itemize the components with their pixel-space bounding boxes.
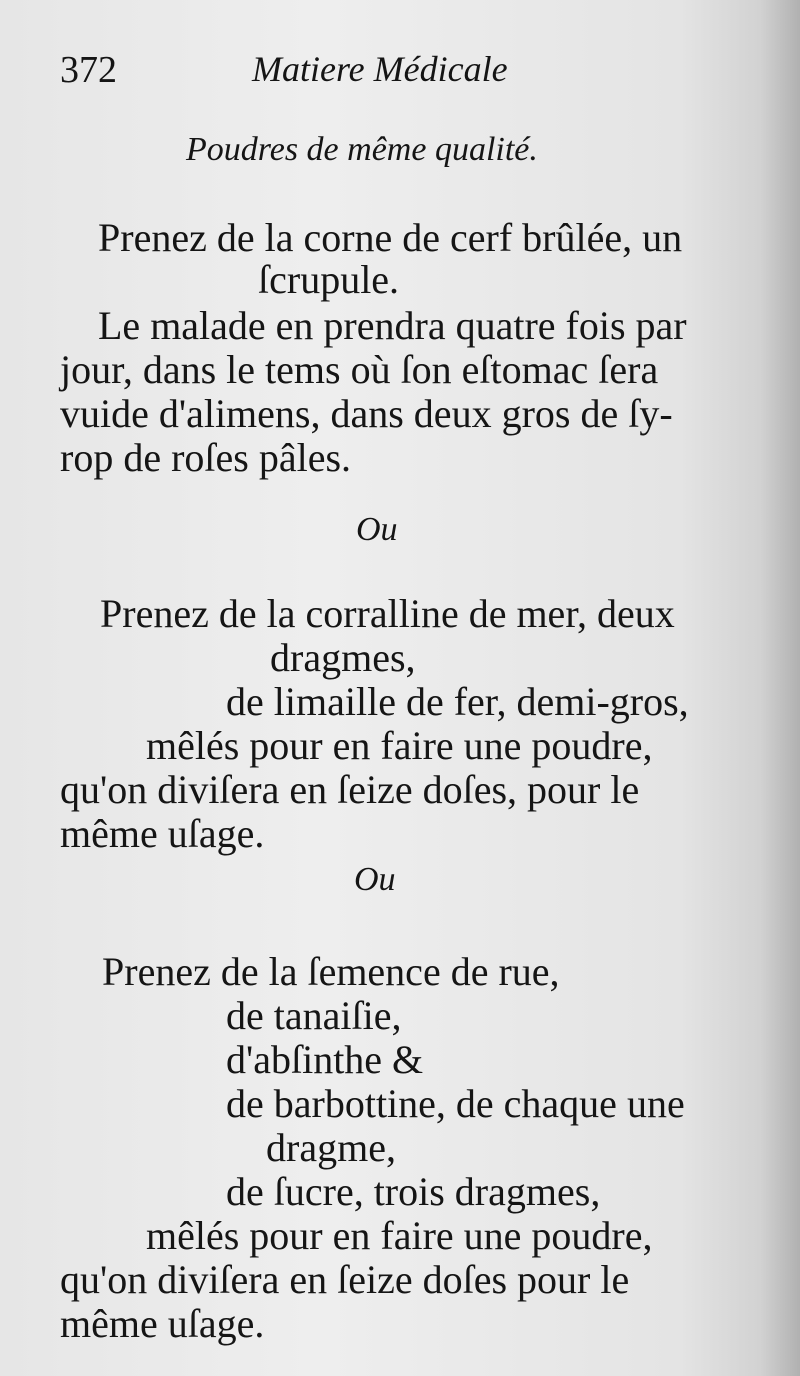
text-line: de limaille de fer, demi-gros,: [226, 679, 689, 724]
text-line: de barbottine, de chaque une: [226, 1081, 685, 1126]
text-line: qu'on diviſera en ſeize doſes pour le: [60, 1257, 630, 1302]
text-line: même uſage.: [60, 1301, 265, 1346]
running-title: Matiere Médicale: [252, 49, 508, 89]
section-or: Ou: [354, 861, 396, 898]
section-or: Ou: [356, 511, 398, 548]
text-line: vuide d'alimens, dans deux gros de ſy-: [60, 391, 673, 436]
text-line: Prenez de la corne de cerf brûlée, un: [98, 215, 683, 260]
page-number: 372: [60, 49, 117, 91]
text-line: mêlés pour en faire une poudre,: [146, 723, 653, 768]
section-title: Poudres de même qualité.: [186, 131, 538, 168]
text-line: ſcrupule.: [258, 257, 400, 302]
text-line: qu'on diviſera en ſeize doſes, pour le: [60, 767, 640, 812]
text-line: de ſucre, trois dragmes,: [226, 1169, 601, 1214]
text-line: d'abſinthe &: [226, 1037, 424, 1082]
page-edge-shadow: [760, 0, 800, 1376]
text-line: Prenez de la corralline de mer, deux: [100, 591, 675, 636]
text-line: Le malade en prendra quatre fois par: [98, 303, 687, 348]
text-line: Prenez de la ſemence de rue,: [102, 949, 560, 994]
text-line: mêlés pour en faire une poudre,: [146, 1213, 653, 1258]
text-line: jour, dans le tems où ſon eſtomac ſera: [60, 347, 659, 392]
text-line: dragme,: [266, 1125, 396, 1170]
text-line: de tanaiſie,: [226, 993, 402, 1038]
text-line: dragmes,: [270, 635, 416, 680]
text-line: même uſage.: [60, 811, 265, 856]
text-line: rop de roſes pâles.: [60, 435, 352, 480]
